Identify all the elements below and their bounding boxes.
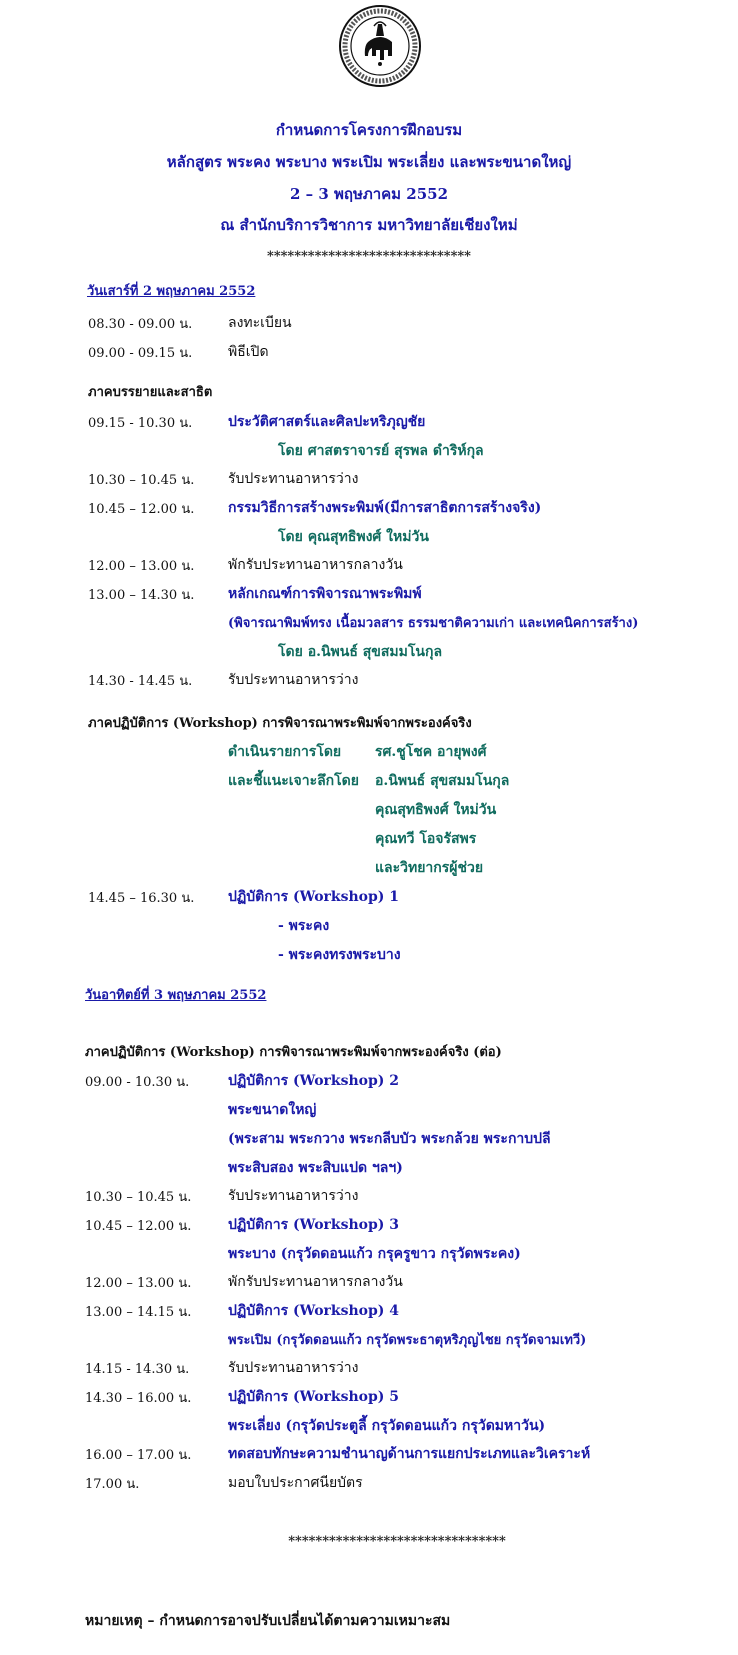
- day1-row7-sub: (พิจารณาพิมพ์ทรง เนื้อมวลสาร ธรรมชาติความเก่า และเทคนิคการสร้าง): [228, 616, 639, 631]
- day1-ws-name-3: คุณสุทธิพงศ์ ใหม่วัน: [375, 802, 497, 818]
- footer-note: หมายเหตุ – กำหนดการอาจปรับเปลี่ยนได้ตามความเหมาะสม: [85, 1613, 451, 1629]
- day2-row7-time: 14.30 – 16.00 น.: [85, 1391, 192, 1406]
- day1-row3-time: 09.15 - 10.30 น.: [88, 416, 193, 431]
- day2-row8-text: ทดสอบทักษะความชำนาญด้านการแยกประเภทและวิเคราะห์: [228, 1446, 591, 1462]
- day1-row9-item1: - พระคง: [278, 918, 330, 934]
- header-line-4: ณ สำนักบริการวิชาการ มหาวิทยาลัยเชียงใหม่: [220, 216, 518, 234]
- day1-section-lecture: ภาคบรรยายและสาธิต: [88, 385, 213, 400]
- header-line-1: กำหนดการโครงการฝึกอบรม: [275, 121, 463, 139]
- day1-row7-time: 13.00 – 14.30 น.: [88, 588, 195, 603]
- day2-row4-time: 12.00 – 13.00 น.: [85, 1276, 192, 1291]
- day2-row5-line2: พระเปิม (กรุวัดดอนแก้ว กรุวัดพระธาตุหริภุญไชย กรุวัดจามเทวี): [228, 1333, 587, 1348]
- day1-row6-time: 12.00 – 13.00 น.: [88, 559, 195, 574]
- day2-row5-text: ปฏิบัติการ (Workshop) 4: [228, 1303, 400, 1319]
- day2-row6-time: 14.15 - 14.30 น.: [85, 1362, 190, 1377]
- day1-row5-time: 10.45 – 12.00 น.: [88, 502, 195, 517]
- day2-row1-time: 09.00 - 10.30 น.: [85, 1075, 190, 1090]
- day2-row8-time: 16.00 – 17.00 น.: [85, 1448, 192, 1463]
- day1-row4-text: รับประทานอาหารว่าง: [228, 471, 359, 487]
- day1-ws-name-5: และวิทยากรผู้ช่วย: [375, 860, 484, 876]
- day1-row5-by: โดย คุณสุทธิพงศ์ ใหม่วัน: [278, 529, 429, 545]
- header-line-3: 2 – 3 พฤษภาคม 2552: [289, 185, 449, 203]
- day2-row3-time: 10.45 – 12.00 น.: [85, 1219, 192, 1234]
- day1-row7-by: โดย อ.นิพนธ์ สุขสมมโนกุล: [278, 644, 443, 660]
- day2-row1-line2: พระขนาดใหญ่: [228, 1102, 317, 1118]
- day1-row5-text: กรรมวิธีการสร้างพระพิมพ์(มีการสาธิตการสร้างจริง): [228, 500, 542, 516]
- day1-heading: วันเสาร์ที่ 2 พฤษภาคม 2552: [87, 284, 256, 299]
- day1-row3-text: ประวัติศาสตร์และศิลปะหริภุญชัย: [228, 414, 426, 430]
- day1-row3-by: โดย ศาสตราจารย์ สุรพล ดำริห์กุล: [278, 443, 484, 459]
- day1-ws-label-guides: และชี้แนะเจาะลึกโดย: [228, 773, 359, 789]
- university-seal-logo: [338, 4, 422, 88]
- day2-row5-time: 13.00 – 14.15 น.: [85, 1305, 192, 1320]
- day1-row2-time: 09.00 - 09.15 น.: [88, 346, 193, 361]
- day2-row1-text: ปฏิบัติการ (Workshop) 2: [228, 1073, 400, 1089]
- day2-row2-text: รับประทานอาหารว่าง: [228, 1188, 359, 1204]
- day1-row1-time: 08.30 - 09.00 น.: [88, 317, 193, 332]
- day1-row4-time: 10.30 – 10.45 น.: [88, 473, 195, 488]
- day1-ws-name-2: อ.นิพนธ์ สุขสมมโนกุล: [375, 773, 510, 789]
- day2-row7-line2: พระเลี่ยง (กรุวัดประตูลี้ กรุวัดดอนแก้ว กรุวัดมหาวัน): [228, 1418, 546, 1434]
- day1-row8-time: 14.30 - 14.45 น.: [88, 674, 193, 689]
- day2-row1-line4: พระสิบสอง พระสิบแปด ฯลฯ): [228, 1160, 403, 1176]
- day2-row9-text: มอบใบประกาศนียบัตร: [228, 1475, 363, 1491]
- day1-row1-text: ลงทะเบียน: [228, 315, 292, 331]
- day1-row9-time: 14.45 – 16.30 น.: [88, 891, 195, 906]
- day1-ws-label-host: ดำเนินรายการโดย: [228, 744, 342, 760]
- day1-row6-text: พักรับประทานอาหารกลางวัน: [228, 557, 403, 573]
- day2-row4-text: พักรับประทานอาหารกลางวัน: [228, 1274, 403, 1290]
- day1-ws-name-1: รศ.ชูโชค อายุพงศ์: [375, 744, 487, 760]
- day2-row3-text: ปฏิบัติการ (Workshop) 3: [228, 1217, 400, 1233]
- day1-section-workshop: ภาคปฏิบัติการ (Workshop) การพิจารณาพระพิมพ์จากพระองค์จริง: [88, 716, 472, 731]
- day1-ws-name-4: คุณทวี โอจรัสพร: [375, 831, 477, 847]
- day1-row8-text: รับประทานอาหารว่าง: [228, 672, 359, 688]
- day1-row7-text: หลักเกณฑ์การพิจารณาพระพิมพ์: [228, 586, 422, 602]
- day2-row7-text: ปฏิบัติการ (Workshop) 5: [228, 1389, 400, 1405]
- day2-row6-text: รับประทานอาหารว่าง: [228, 1360, 359, 1376]
- day2-row3-line2: พระบาง (กรุวัดดอนแก้ว กรุครูขาว กรุวัดพระคง): [228, 1246, 521, 1262]
- day1-row9-item2: - พระคงทรงพระบาง: [278, 947, 401, 963]
- day2-row1-line3: (พระสาม พระกวาง พระกลีบบัว พระกล้วย พระกาบปลี: [228, 1131, 551, 1147]
- day2-row9-time: 17.00 น.: [85, 1477, 140, 1492]
- day2-section-workshop: ภาคปฏิบัติการ (Workshop) การพิจารณาพระพิมพ์จากพระองค์จริง (ต่อ): [85, 1045, 502, 1060]
- header-divider: ******************************: [267, 249, 471, 264]
- day1-row9-text: ปฏิบัติการ (Workshop) 1: [228, 889, 400, 905]
- day2-divider: ********************************: [288, 1534, 506, 1549]
- day2-row2-time: 10.30 – 10.45 น.: [85, 1190, 192, 1205]
- day2-heading: วันอาทิตย์ที่ 3 พฤษภาคม 2552: [85, 988, 267, 1003]
- day1-row2-text: พิธีเปิด: [228, 344, 269, 360]
- header-line-2: หลักสูตร พระคง พระบาง พระเปิม พระเลี่ยง และพระขนาดใหญ่: [166, 153, 572, 171]
